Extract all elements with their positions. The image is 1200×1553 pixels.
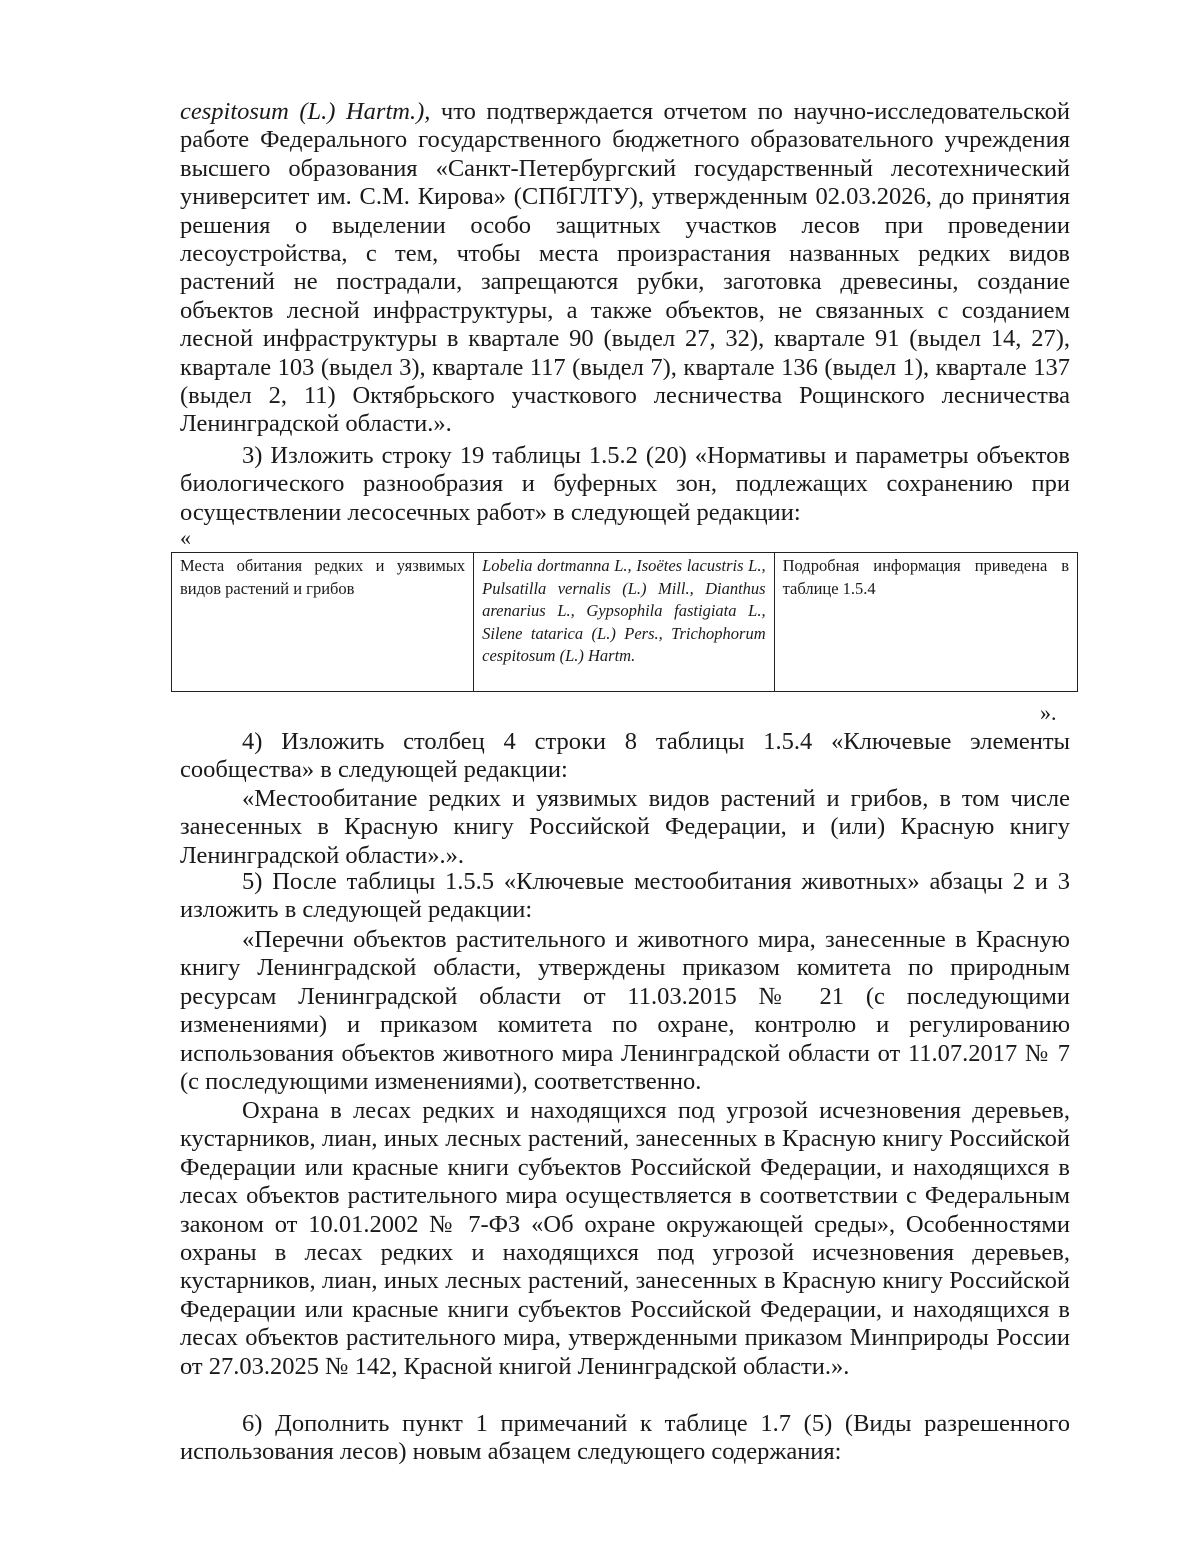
paragraph-text: «Местообитание редких и уязвимых видов растений и грибов, в том числе занесенных в Красную книгу Российской Федерации, и (или) Красную книгу Ленинградской области».». [180, 785, 1070, 869]
paragraph-item-5-quote [180, 926, 1070, 1096]
table-cell-species: Lobelia dortmanna L., Isoëtes lacustris L., Pulsatilla vernalis (L.) Mill., Dianthus arenarius L., Gypsophila fastigiata L., Silene tatarica (L.) Pers., Trichophorum cespitosum (L.) Hartm. [474, 553, 774, 692]
paragraph-continuation [180, 98, 1070, 439]
table-row [172, 553, 1078, 692]
paragraph-text: 5) После таблицы 1.5.5 «Ключевые местообитания животных» абзацы 2 и 3 изложить в следующей редакции: [180, 868, 1070, 924]
paragraph-item-5 [180, 868, 1070, 925]
table-cell-note: Подробная информация приведена в таблице 1.5.4 [774, 553, 1077, 692]
species-name-italic: cespitosum (L.) Hartm.), [180, 98, 431, 125]
paragraph-text: «Перечни объектов растительного и животного мира, занесенные в Красную книгу Ленинградской области, утверждены приказом комитета по природным ресурсам Ленинградской области от 11.03.2015 № 21 (с последующими изменениями) и приказом комитета по охране, контролю и регулированию использования объектов животного мира Ленинградской области от 11.07.2017 № 7 (с последующими изменениями), соответственно. [180, 926, 1070, 1096]
table-cell-object: Места обитания редких и уязвимых видов растений и грибов [172, 553, 474, 692]
closing-quote-mark: ». [1040, 700, 1057, 725]
opening-quote-mark: « [180, 525, 191, 550]
paragraph-item-4 [180, 728, 1070, 785]
amendment-table [171, 552, 1078, 692]
paragraph-item-3 [180, 442, 1070, 527]
paragraph-text: что подтверждается отчетом по научно-исследовательской работе Федерального государственного бюджетного образовательного учреждения высшего образования «Санкт-Петербургский государственный лесотехнический университет им. С.М. Кирова» (СПбГЛТУ), утвержденным 02.03.2026, до принятия решения о выделении особо защитных участков лесов при проведении лесоустройства, с тем, чтобы места произрастания названных редких видов растений не пострадали, запрещаются рубки, заготовка древесины, создание объектов лесной инфраструктуры, а также объектов, не связанных с созданием лесной инфраструктуры в квартале 90 (выдел 27, 32), квартале 91 (выдел 14, 27), квартале 103 (выдел 3), квартале 117 (выдел 7), квартале 136 (выдел 1), квартале 137 (выдел 2, 11) Октябрьского участкового лесничества Рощинского лесничества Ленинградской области.». [180, 98, 1070, 438]
paragraph-text: 3) Изложить строку 19 таблицы 1.5.2 (20) «Нормативы и параметры объектов биологического разнообразия и буферных зон, подлежащих сохранению при осуществлении лесосечных работ» в следующей редакции: [180, 442, 1070, 526]
paragraph-text: 4) Изложить столбец 4 строки 8 таблицы 1.5.4 «Ключевые элементы сообщества» в следующей редакции: [180, 728, 1070, 784]
paragraph-item-5-protection [180, 1097, 1070, 1381]
paragraph-item-4-quote [180, 785, 1070, 870]
paragraph-item-6 [180, 1410, 1070, 1467]
paragraph-text: 6) Дополнить пункт 1 примечаний к таблице 1.7 (5) (Виды разрешенного использования лесов) новым абзацем следующего содержания: [180, 1410, 1070, 1466]
paragraph-text: Охрана в лесах редких и находящихся под угрозой исчезновения деревьев, кустарников, лиан, иных лесных растений, занесенных в Красную книгу Российской Федерации или красные книги субъектов Российской Федерации, и находящихся в лесах объектов растительного мира осуществляется в соответствии с Федеральным законом от 10.01.2002 № 7-ФЗ «Об охране окружающей среды», Особенностями охраны в лесах редких и находящихся под угрозой исчезновения деревьев, кустарников, лиан, иных лесных растений, занесенных в Красную книгу Российской Федерации или красные книги субъектов Российской Федерации, и находящихся в лесах объектов растительного мира, утвержденными приказом Минприроды России от 27.03.2025 № 142, Красной книгой Ленинградской области.». [180, 1097, 1070, 1380]
